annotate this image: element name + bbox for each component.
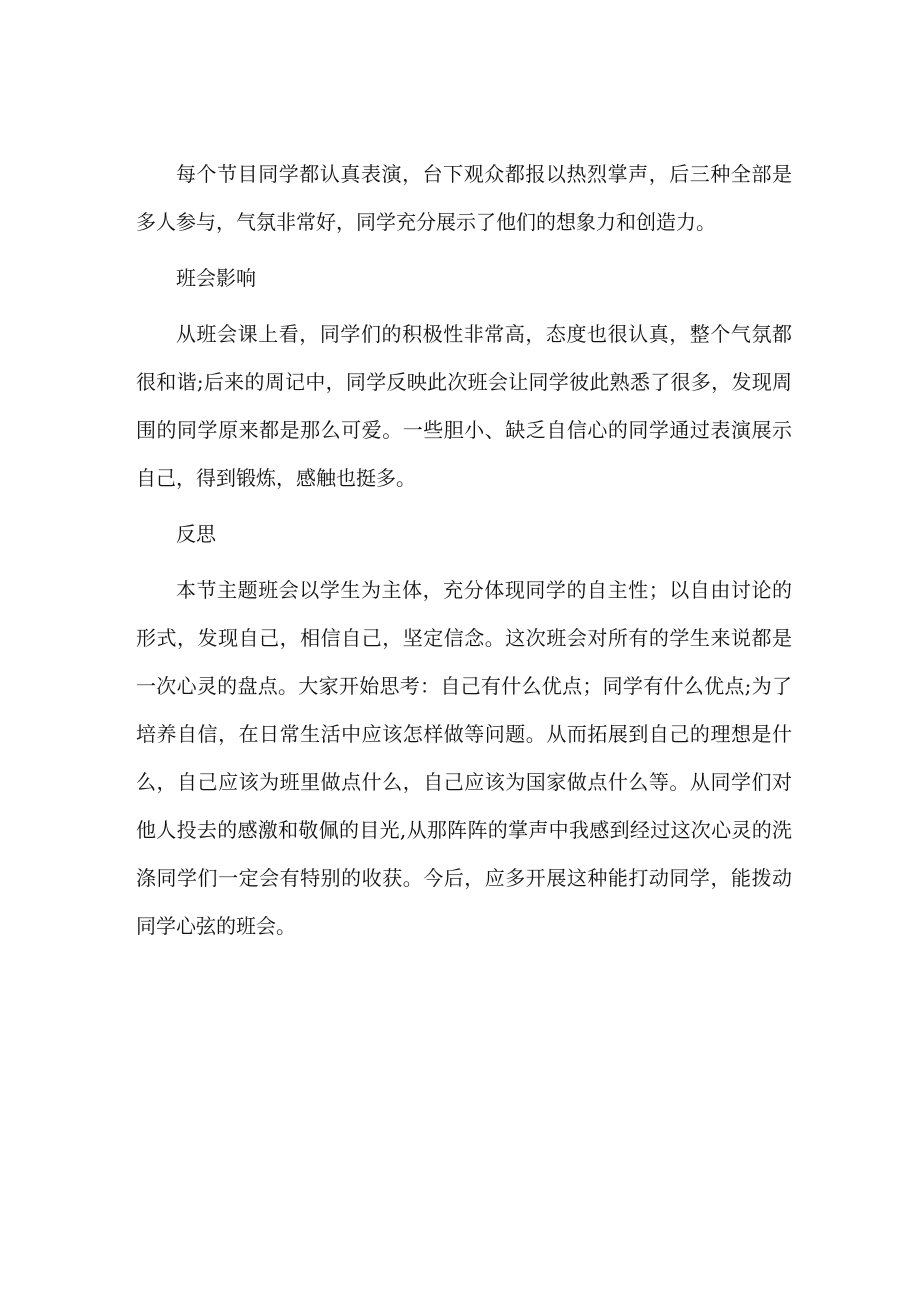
document-body — [136, 150, 792, 958]
heading-reflection: 反思 — [176, 522, 216, 546]
paragraph-performances: 每个节目同学都认真表演，台下观众都报以热烈掌声，后三种全部是多人参与，气氛非常好，同学充分展示了他们的想象力和创造力。 — [136, 162, 792, 234]
paragraph-reflection: 本节主题班会以学生为主体，充分体现同学的自主性；以自由讨论的形式，发现自己，相信自己，坚定信念。这次班会对所有的学生来说都是一次心灵的盘点。大家开始思考：自己有什么优点；同学有什么优点;为了培养自信，在日常生活中应该怎样做等问题。从而拓展到自己的理想是什么，自己应该为班里做点什么，自己应该为国家做点什么等。从同学们对他人投去的感激和敬佩的目光,从那阵阵的掌声中我感到经过这次心灵的洗涤同学们一定会有特别的收获。今后，应多开展这种能打动同学，能拨动同学心弦的班会。 — [136, 578, 792, 938]
heading-class-meeting-impact: 班会影响 — [176, 266, 256, 290]
paragraph-impact: 从班会课上看，同学们的积极性非常高，态度也很认真，整个气氛都很和谐;后来的周记中，同学反映此次班会让同学彼此熟悉了很多，发现周围的同学原来都是那么可爱。一些胆小、缺乏自信心的同学通过表演展示自己，得到锻炼，感触也挺多。 — [136, 322, 792, 490]
